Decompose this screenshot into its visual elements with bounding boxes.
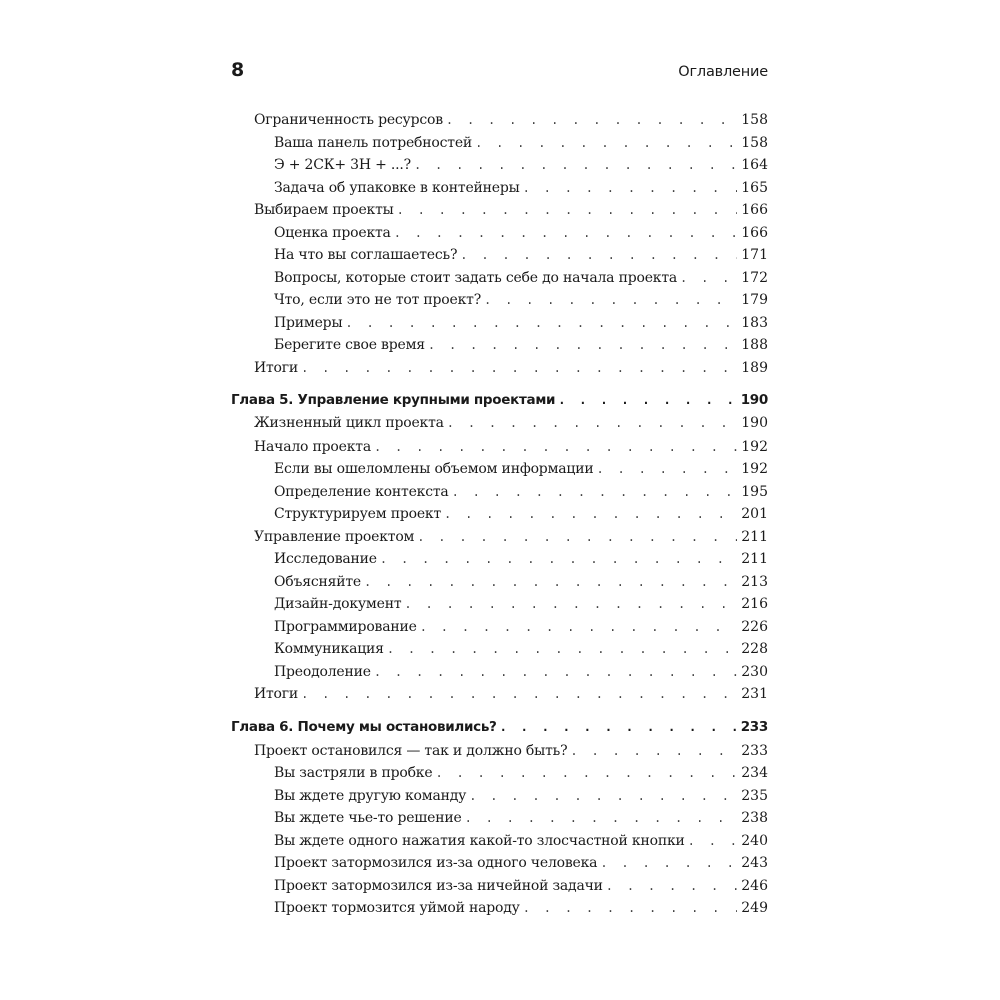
dot-leader [301,358,737,378]
dot-leader [345,313,737,333]
toc-entry-title: Задача об упаковке в контейнеры [274,180,520,196]
toc-entry [274,786,768,806]
toc-entry-page: 165 [741,180,768,196]
toc-entry-page: 172 [741,270,768,286]
dot-leader [688,831,738,851]
toc-entry [274,133,768,153]
toc-entry [274,572,768,592]
toc-entry [274,459,768,479]
toc-entry [254,741,768,761]
toc-entry [274,155,768,175]
dot-leader [469,786,737,806]
toc-entry-title: Что, если это не тот проект? [274,292,482,308]
dot-leader [301,684,737,704]
dot-leader [374,662,737,682]
toc-entry [274,639,768,659]
toc-entry-title: Итоги [254,360,299,376]
toc-entry [274,245,768,265]
toc-chapter-heading [231,390,768,410]
toc-entry-title: Исследование [274,551,377,567]
toc-entry-title: Примеры [274,315,343,331]
toc-chapter-heading [231,717,768,737]
toc-entry [274,290,768,310]
dot-leader [364,572,737,592]
toc-entry-title: Коммуникация [274,641,384,657]
toc-entry-page: 179 [741,292,768,308]
toc-entry [254,110,768,130]
toc-entry [274,549,768,569]
dot-leader [570,741,737,761]
toc-entry [274,898,768,918]
toc-entry-page: 211 [741,551,768,567]
toc-entry-title: Оценка проекта [274,225,391,241]
dot-leader [397,200,738,220]
toc-entry-page: 230 [741,664,768,680]
dot-leader [387,639,737,659]
toc-entry [274,223,768,243]
toc-entry [274,504,768,524]
dot-leader [374,437,737,457]
toc-entry-title: Преодоление [274,664,371,680]
toc-entry-title: Объясняйте [274,574,362,590]
dot-leader [680,268,737,288]
toc-entry-title: Дизайн-документ [274,596,402,612]
toc-entry-title: Выбираем проекты [254,202,394,218]
toc-entry [274,178,768,198]
toc-entry-page: 243 [741,855,768,871]
toc-entry-title: Проект затормозился из-за ничейной задачи [274,878,603,894]
toc-entry-page: 216 [741,596,768,612]
toc-entry-page: 233 [741,743,768,759]
running-head: Оглавление [678,64,768,80]
toc-entry-title: Проект тормозится уймой народу [274,900,520,916]
dot-leader [606,876,737,896]
toc-entry [274,617,768,637]
toc-entry-page: 189 [741,360,768,376]
toc-entry-page: 188 [741,337,768,353]
dot-leader [417,527,737,547]
dot-leader [404,594,737,614]
toc-entry [274,853,768,873]
toc-entry-page: 240 [741,833,768,849]
toc-entry [254,437,768,457]
dot-leader [600,853,737,873]
page-number: 8 [231,59,245,81]
dot-leader [414,155,737,175]
toc-entry [254,358,768,378]
toc-entry [274,335,768,355]
toc-entry [274,808,768,828]
toc-entry [254,527,768,547]
dot-leader [523,898,738,918]
toc-entry-page: 211 [741,529,768,545]
dot-leader [394,223,738,243]
toc-entry-title: Вы ждете одного нажатия какой-то злосчастной кнопки [274,833,685,849]
toc-entry-title: Проект затормозился из-за одного человека [274,855,598,871]
toc-entry [274,763,768,783]
toc-entry-page: 249 [741,900,768,916]
dot-leader [444,504,737,524]
dot-leader [596,459,737,479]
toc-entry-title: Управление проектом [254,529,415,545]
toc-chapter-page: 233 [740,719,768,735]
toc-entry-page: 192 [741,461,768,477]
toc-entry-title: Программирование [274,619,417,635]
toc-entry-page: 213 [741,574,768,590]
dot-leader [452,482,738,502]
toc-entry [274,268,768,288]
toc-entry-page: 234 [741,765,768,781]
toc-entry-title: Вы ждете чье-то решение [274,810,462,826]
dot-leader [484,290,737,310]
toc-entry [274,876,768,896]
toc-entry-title: Проект остановился — так и должно быть? [254,743,568,759]
toc-entry-title: Структурируем проект [274,506,442,522]
toc-entry-title: Жизненный цикл проекта [254,415,444,431]
dot-leader [475,133,737,153]
toc-entry [254,413,768,433]
toc-entry [254,200,768,220]
toc-entry-page: 166 [741,225,768,241]
dot-leader [523,178,738,198]
toc-chapter-page: 190 [740,392,768,408]
toc-entry-title: Если вы ошеломлены объемом информации [274,461,594,477]
toc-entry-title: Вопросы, которые стоит задать себе до начала проекта [274,270,678,286]
toc-entry [274,482,768,502]
dot-leader [428,335,737,355]
dot-leader [435,763,737,783]
toc-entry [274,594,768,614]
toc-entry-title: Ограниченность ресурсов [254,112,443,128]
toc-entry-page: 164 [741,157,768,173]
dot-leader [446,110,737,130]
dot-leader [558,390,737,410]
toc-entry-title: Итоги [254,686,299,702]
dot-leader [420,617,738,637]
toc-entry-page: 183 [741,315,768,331]
toc-entry-page: 231 [741,686,768,702]
dot-leader [380,549,737,569]
toc-entry-page: 246 [741,878,768,894]
toc-entry [274,831,768,851]
dot-leader [465,808,738,828]
dot-leader [500,717,737,737]
toc-entry-page: 192 [741,439,768,455]
toc-entry-page: 238 [741,810,768,826]
toc-entry-page: 201 [741,506,768,522]
toc-entry [274,313,768,333]
toc-entry-page: 158 [741,135,768,151]
dot-leader [447,413,737,433]
toc-entry-title: Ваша панель потребностей [274,135,473,151]
toc-entry-title: Определение контекста [274,484,449,500]
toc-entry-page: 228 [741,641,768,657]
toc-entry [254,684,768,704]
toc-entry-title: Э + 2СК+ 3Н + ...? [274,157,411,173]
toc-chapter-title: Глава 6. Почему мы остановились? [231,719,497,735]
toc-entry-page: 195 [741,484,768,500]
toc-chapter-title: Глава 5. Управление крупными проектами [231,392,556,408]
toc-entry-title: Начало проекта [254,439,371,455]
toc-entry-title: Берегите свое время [274,337,425,353]
toc-entry-title: Вы застряли в пробке [274,765,433,781]
toc-entry-title: На что вы соглашаетесь? [274,247,458,263]
toc-entry-page: 171 [741,247,768,263]
dot-leader [460,245,737,265]
toc-entry [274,662,768,682]
toc-entry-page: 166 [741,202,768,218]
toc-entry-page: 190 [741,415,768,431]
toc-entry-page: 235 [741,788,768,804]
toc-entry-page: 226 [741,619,768,635]
toc-entry-page: 158 [741,112,768,128]
toc-entry-title: Вы ждете другую команду [274,788,467,804]
